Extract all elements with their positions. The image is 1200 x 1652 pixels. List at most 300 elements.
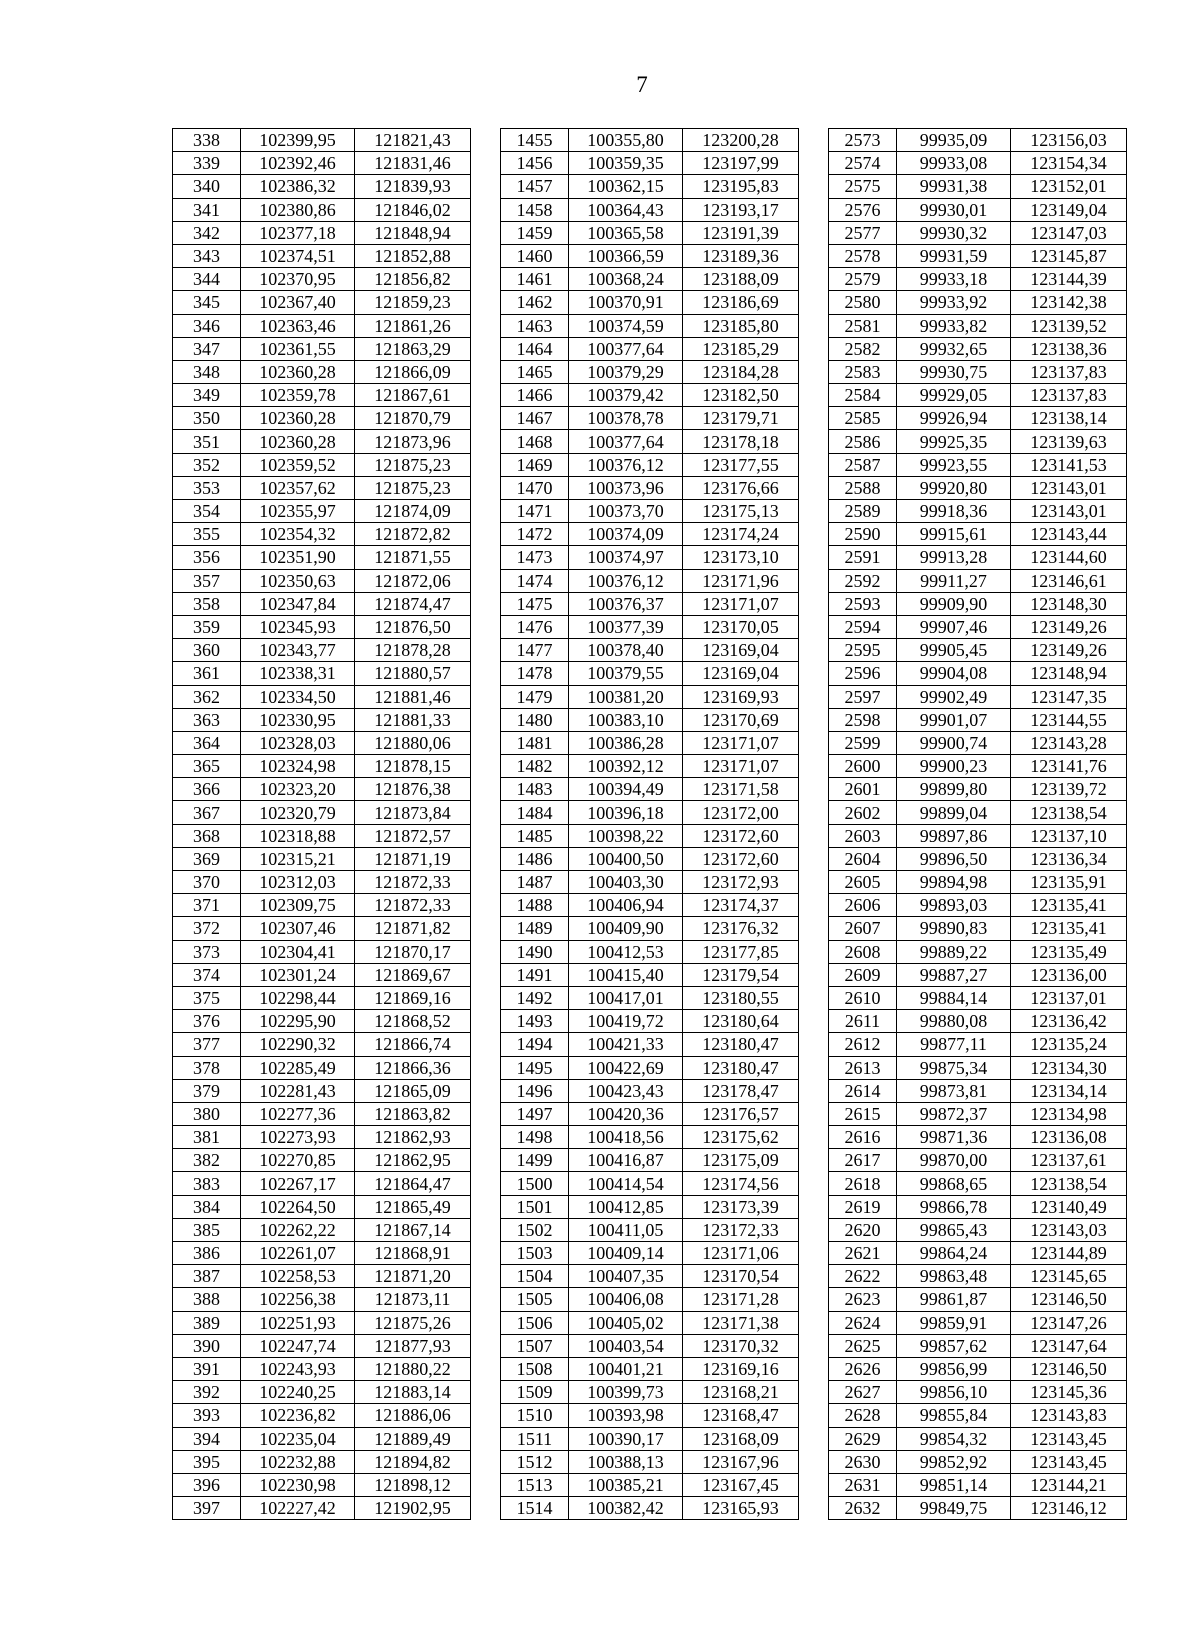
x-coordinate-cell: 99930,75 [897, 360, 1011, 383]
x-coordinate-cell: 102350,63 [241, 569, 355, 592]
gap-cell [471, 963, 501, 986]
point-number-cell: 2620 [829, 1218, 897, 1241]
point-number-cell: 2592 [829, 569, 897, 592]
gap-cell [799, 1056, 829, 1079]
y-coordinate-cell: 121863,82 [355, 1102, 471, 1125]
point-number-cell: 387 [173, 1265, 241, 1288]
table-row [173, 268, 1127, 291]
point-number-cell: 2575 [829, 175, 897, 198]
y-coordinate-cell: 123136,34 [1011, 847, 1127, 870]
y-coordinate-cell: 121875,26 [355, 1311, 471, 1334]
y-coordinate-cell: 123137,61 [1011, 1149, 1127, 1172]
x-coordinate-cell: 100377,39 [569, 615, 683, 638]
point-number-cell: 2595 [829, 639, 897, 662]
point-number-cell: 1466 [501, 384, 569, 407]
table-row [173, 1427, 1127, 1450]
table-row [173, 1172, 1127, 1195]
point-number-cell: 390 [173, 1334, 241, 1357]
point-number-cell: 2578 [829, 244, 897, 267]
y-coordinate-cell: 123144,55 [1011, 708, 1127, 731]
y-coordinate-cell: 123143,44 [1011, 523, 1127, 546]
gap-cell [799, 592, 829, 615]
x-coordinate-cell: 100368,24 [569, 268, 683, 291]
y-coordinate-cell: 123134,14 [1011, 1079, 1127, 1102]
y-coordinate-cell: 123137,83 [1011, 360, 1127, 383]
table-row [173, 755, 1127, 778]
x-coordinate-cell: 102240,25 [241, 1381, 355, 1404]
x-coordinate-cell: 102227,42 [241, 1497, 355, 1520]
x-coordinate-cell: 99893,03 [897, 894, 1011, 917]
y-coordinate-cell: 121862,95 [355, 1149, 471, 1172]
table-row [173, 430, 1127, 453]
gap-cell [799, 1288, 829, 1311]
x-coordinate-cell: 102334,50 [241, 685, 355, 708]
table-row [173, 1381, 1127, 1404]
table-row [173, 337, 1127, 360]
y-coordinate-cell: 123147,03 [1011, 221, 1127, 244]
y-coordinate-cell: 121864,47 [355, 1172, 471, 1195]
gap-cell [799, 221, 829, 244]
gap-cell [799, 569, 829, 592]
gap-cell [471, 384, 501, 407]
x-coordinate-cell: 100385,21 [569, 1473, 683, 1496]
table-row [173, 1242, 1127, 1265]
x-coordinate-cell: 100393,98 [569, 1404, 683, 1427]
point-number-cell: 366 [173, 778, 241, 801]
point-number-cell: 1508 [501, 1357, 569, 1380]
x-coordinate-cell: 102370,95 [241, 268, 355, 291]
x-coordinate-cell: 102345,93 [241, 615, 355, 638]
y-coordinate-cell: 123139,52 [1011, 314, 1127, 337]
gap-cell [799, 152, 829, 175]
point-number-cell: 1496 [501, 1079, 569, 1102]
x-coordinate-cell: 99849,75 [897, 1497, 1011, 1520]
gap-cell [799, 917, 829, 940]
gap-cell [799, 1126, 829, 1149]
x-coordinate-cell: 99865,43 [897, 1218, 1011, 1241]
y-coordinate-cell: 123169,93 [683, 685, 799, 708]
point-number-cell: 1514 [501, 1497, 569, 1520]
x-coordinate-cell: 99925,35 [897, 430, 1011, 453]
y-coordinate-cell: 123138,54 [1011, 801, 1127, 824]
y-coordinate-cell: 123174,56 [683, 1172, 799, 1195]
table-row [173, 1288, 1127, 1311]
x-coordinate-cell: 100377,64 [569, 337, 683, 360]
gap-cell [799, 1195, 829, 1218]
y-coordinate-cell: 123141,53 [1011, 453, 1127, 476]
gap-cell [471, 731, 501, 754]
table-row [173, 198, 1127, 221]
table-row [173, 523, 1127, 546]
y-coordinate-cell: 123145,87 [1011, 244, 1127, 267]
point-number-cell: 1495 [501, 1056, 569, 1079]
x-coordinate-cell: 102273,93 [241, 1126, 355, 1149]
point-number-cell: 359 [173, 615, 241, 638]
table-row [173, 1056, 1127, 1079]
y-coordinate-cell: 123173,39 [683, 1195, 799, 1218]
point-number-cell: 1470 [501, 476, 569, 499]
y-coordinate-cell: 121880,57 [355, 662, 471, 685]
gap-cell [799, 1427, 829, 1450]
y-coordinate-cell: 123180,47 [683, 1033, 799, 1056]
gap-cell [799, 801, 829, 824]
point-number-cell: 1478 [501, 662, 569, 685]
x-coordinate-cell: 99896,50 [897, 847, 1011, 870]
y-coordinate-cell: 123171,07 [683, 592, 799, 615]
x-coordinate-cell: 99901,07 [897, 708, 1011, 731]
x-coordinate-cell: 100407,35 [569, 1265, 683, 1288]
y-coordinate-cell: 123174,24 [683, 523, 799, 546]
x-coordinate-cell: 102247,74 [241, 1334, 355, 1357]
table-row [173, 407, 1127, 430]
x-coordinate-cell: 99887,27 [897, 963, 1011, 986]
x-coordinate-cell: 99933,92 [897, 291, 1011, 314]
gap-cell [799, 1033, 829, 1056]
y-coordinate-cell: 121872,33 [355, 894, 471, 917]
table-row [173, 291, 1127, 314]
point-number-cell: 1472 [501, 523, 569, 546]
x-coordinate-cell: 100383,10 [569, 708, 683, 731]
point-number-cell: 395 [173, 1450, 241, 1473]
point-number-cell: 360 [173, 639, 241, 662]
y-coordinate-cell: 123138,14 [1011, 407, 1127, 430]
table-row [173, 871, 1127, 894]
x-coordinate-cell: 100381,20 [569, 685, 683, 708]
y-coordinate-cell: 123171,58 [683, 778, 799, 801]
gap-cell [799, 129, 829, 152]
table-row [173, 1473, 1127, 1496]
x-coordinate-cell: 100398,22 [569, 824, 683, 847]
x-coordinate-cell: 99907,46 [897, 615, 1011, 638]
y-coordinate-cell: 121865,49 [355, 1195, 471, 1218]
x-coordinate-cell: 99856,10 [897, 1381, 1011, 1404]
y-coordinate-cell: 123165,93 [683, 1497, 799, 1520]
gap-cell [471, 244, 501, 267]
y-coordinate-cell: 123169,04 [683, 639, 799, 662]
gap-cell [799, 175, 829, 198]
gap-cell [471, 639, 501, 662]
point-number-cell: 362 [173, 685, 241, 708]
x-coordinate-cell: 102281,43 [241, 1079, 355, 1102]
y-coordinate-cell: 123171,06 [683, 1242, 799, 1265]
y-coordinate-cell: 121871,20 [355, 1265, 471, 1288]
y-coordinate-cell: 121872,06 [355, 569, 471, 592]
point-number-cell: 1506 [501, 1311, 569, 1334]
y-coordinate-cell: 123147,35 [1011, 685, 1127, 708]
y-coordinate-cell: 121871,55 [355, 546, 471, 569]
point-number-cell: 1467 [501, 407, 569, 430]
gap-cell [799, 1172, 829, 1195]
point-number-cell: 1487 [501, 871, 569, 894]
x-coordinate-cell: 102230,98 [241, 1473, 355, 1496]
y-coordinate-cell: 121862,93 [355, 1126, 471, 1149]
y-coordinate-cell: 123180,47 [683, 1056, 799, 1079]
point-number-cell: 2600 [829, 755, 897, 778]
point-number-cell: 2610 [829, 986, 897, 1009]
x-coordinate-cell: 100386,28 [569, 731, 683, 754]
point-number-cell: 1490 [501, 940, 569, 963]
table-row [173, 1450, 1127, 1473]
y-coordinate-cell: 123177,85 [683, 940, 799, 963]
point-number-cell: 2626 [829, 1357, 897, 1380]
point-number-cell: 346 [173, 314, 241, 337]
table-row [173, 1033, 1127, 1056]
point-number-cell: 397 [173, 1497, 241, 1520]
y-coordinate-cell: 121869,67 [355, 963, 471, 986]
x-coordinate-cell: 99915,61 [897, 523, 1011, 546]
y-coordinate-cell: 123185,80 [683, 314, 799, 337]
point-number-cell: 2584 [829, 384, 897, 407]
gap-cell [799, 1010, 829, 1033]
y-coordinate-cell: 121878,28 [355, 639, 471, 662]
gap-cell [799, 1450, 829, 1473]
point-number-cell: 2631 [829, 1473, 897, 1496]
y-coordinate-cell: 123180,64 [683, 1010, 799, 1033]
point-number-cell: 2574 [829, 152, 897, 175]
gap-cell [799, 755, 829, 778]
x-coordinate-cell: 102285,49 [241, 1056, 355, 1079]
point-number-cell: 352 [173, 453, 241, 476]
y-coordinate-cell: 123143,83 [1011, 1404, 1127, 1427]
x-coordinate-cell: 102357,62 [241, 476, 355, 499]
x-coordinate-cell: 99933,82 [897, 314, 1011, 337]
x-coordinate-cell: 100409,14 [569, 1242, 683, 1265]
y-coordinate-cell: 121846,02 [355, 198, 471, 221]
point-number-cell: 370 [173, 871, 241, 894]
x-coordinate-cell: 99889,22 [897, 940, 1011, 963]
point-number-cell: 1497 [501, 1102, 569, 1125]
point-number-cell: 2594 [829, 615, 897, 638]
x-coordinate-cell: 102328,03 [241, 731, 355, 754]
table-row [173, 1334, 1127, 1357]
y-coordinate-cell: 123148,30 [1011, 592, 1127, 615]
gap-cell [799, 523, 829, 546]
gap-cell [799, 291, 829, 314]
x-coordinate-cell: 99918,36 [897, 500, 1011, 523]
x-coordinate-cell: 100416,87 [569, 1149, 683, 1172]
point-number-cell: 1510 [501, 1404, 569, 1427]
y-coordinate-cell: 123147,26 [1011, 1311, 1127, 1334]
x-coordinate-cell: 102347,84 [241, 592, 355, 615]
point-number-cell: 2582 [829, 337, 897, 360]
y-coordinate-cell: 121868,52 [355, 1010, 471, 1033]
y-coordinate-cell: 121867,14 [355, 1218, 471, 1241]
gap-cell [471, 1126, 501, 1149]
table-row [173, 917, 1127, 940]
point-number-cell: 381 [173, 1126, 241, 1149]
x-coordinate-cell: 100423,43 [569, 1079, 683, 1102]
y-coordinate-cell: 121866,36 [355, 1056, 471, 1079]
x-coordinate-cell: 102301,24 [241, 963, 355, 986]
table-row [173, 384, 1127, 407]
y-coordinate-cell: 123185,29 [683, 337, 799, 360]
y-coordinate-cell: 123179,71 [683, 407, 799, 430]
x-coordinate-cell: 99935,09 [897, 129, 1011, 152]
y-coordinate-cell: 123152,01 [1011, 175, 1127, 198]
y-coordinate-cell: 123139,63 [1011, 430, 1127, 453]
y-coordinate-cell: 123191,39 [683, 221, 799, 244]
x-coordinate-cell: 99884,14 [897, 986, 1011, 1009]
x-coordinate-cell: 100394,49 [569, 778, 683, 801]
point-number-cell: 2615 [829, 1102, 897, 1125]
gap-cell [471, 476, 501, 499]
table-row [173, 1218, 1127, 1241]
y-coordinate-cell: 123176,32 [683, 917, 799, 940]
gap-cell [799, 615, 829, 638]
table-row [173, 592, 1127, 615]
table-row [173, 662, 1127, 685]
point-number-cell: 2628 [829, 1404, 897, 1427]
y-coordinate-cell: 123135,91 [1011, 871, 1127, 894]
table-row [173, 639, 1127, 662]
y-coordinate-cell: 123149,26 [1011, 615, 1127, 638]
gap-cell [799, 1102, 829, 1125]
y-coordinate-cell: 121859,23 [355, 291, 471, 314]
table-row [173, 1311, 1127, 1334]
x-coordinate-cell: 102243,93 [241, 1357, 355, 1380]
gap-cell [471, 1242, 501, 1265]
y-coordinate-cell: 123173,10 [683, 546, 799, 569]
y-coordinate-cell: 121873,11 [355, 1288, 471, 1311]
gap-cell [799, 731, 829, 754]
point-number-cell: 2608 [829, 940, 897, 963]
table-row [173, 986, 1127, 1009]
x-coordinate-cell: 100362,15 [569, 175, 683, 198]
point-number-cell: 1501 [501, 1195, 569, 1218]
x-coordinate-cell: 100418,56 [569, 1126, 683, 1149]
x-coordinate-cell: 102367,40 [241, 291, 355, 314]
y-coordinate-cell: 121871,19 [355, 847, 471, 870]
point-number-cell: 375 [173, 986, 241, 1009]
point-number-cell: 2579 [829, 268, 897, 291]
point-number-cell: 2614 [829, 1079, 897, 1102]
x-coordinate-cell: 100379,29 [569, 360, 683, 383]
x-coordinate-cell: 100378,40 [569, 639, 683, 662]
gap-cell [471, 1334, 501, 1357]
gap-cell [471, 917, 501, 940]
gap-cell [799, 894, 829, 917]
x-coordinate-cell: 100366,59 [569, 244, 683, 267]
point-number-cell: 2601 [829, 778, 897, 801]
point-number-cell: 2573 [829, 129, 897, 152]
table-row [173, 500, 1127, 523]
table-row [173, 1126, 1127, 1149]
y-coordinate-cell: 123188,09 [683, 268, 799, 291]
table-row [173, 1357, 1127, 1380]
x-coordinate-cell: 102270,85 [241, 1149, 355, 1172]
point-number-cell: 2598 [829, 708, 897, 731]
table-row [173, 824, 1127, 847]
point-number-cell: 2586 [829, 430, 897, 453]
gap-cell [799, 337, 829, 360]
gap-cell [471, 685, 501, 708]
y-coordinate-cell: 123142,38 [1011, 291, 1127, 314]
point-number-cell: 1471 [501, 500, 569, 523]
point-number-cell: 1458 [501, 198, 569, 221]
x-coordinate-cell: 99931,59 [897, 244, 1011, 267]
point-number-cell: 1511 [501, 1427, 569, 1450]
gap-cell [799, 1218, 829, 1241]
x-coordinate-cell: 100401,21 [569, 1357, 683, 1380]
x-coordinate-cell: 100411,05 [569, 1218, 683, 1241]
y-coordinate-cell: 123171,38 [683, 1311, 799, 1334]
y-coordinate-cell: 121881,33 [355, 708, 471, 731]
x-coordinate-cell: 102323,20 [241, 778, 355, 801]
x-coordinate-cell: 100414,54 [569, 1172, 683, 1195]
coordinates-table [172, 128, 1127, 1520]
table-row [173, 1149, 1127, 1172]
point-number-cell: 355 [173, 523, 241, 546]
point-number-cell: 2593 [829, 592, 897, 615]
y-coordinate-cell: 123200,28 [683, 129, 799, 152]
table-row [173, 708, 1127, 731]
x-coordinate-cell: 99877,11 [897, 1033, 1011, 1056]
gap-cell [471, 940, 501, 963]
gap-cell [471, 337, 501, 360]
x-coordinate-cell: 102351,90 [241, 546, 355, 569]
y-coordinate-cell: 123140,49 [1011, 1195, 1127, 1218]
x-coordinate-cell: 99933,08 [897, 152, 1011, 175]
table-row [173, 778, 1127, 801]
gap-cell [471, 708, 501, 731]
x-coordinate-cell: 100406,08 [569, 1288, 683, 1311]
point-number-cell: 2613 [829, 1056, 897, 1079]
point-number-cell: 392 [173, 1381, 241, 1404]
x-coordinate-cell: 100374,59 [569, 314, 683, 337]
point-number-cell: 2611 [829, 1010, 897, 1033]
y-coordinate-cell: 121856,82 [355, 268, 471, 291]
point-number-cell: 353 [173, 476, 241, 499]
x-coordinate-cell: 102304,41 [241, 940, 355, 963]
y-coordinate-cell: 123167,45 [683, 1473, 799, 1496]
x-coordinate-cell: 102324,98 [241, 755, 355, 778]
x-coordinate-cell: 100359,35 [569, 152, 683, 175]
x-coordinate-cell: 99923,55 [897, 453, 1011, 476]
x-coordinate-cell: 99855,84 [897, 1404, 1011, 1427]
x-coordinate-cell: 102264,50 [241, 1195, 355, 1218]
point-number-cell: 2604 [829, 847, 897, 870]
y-coordinate-cell: 121872,33 [355, 871, 471, 894]
y-coordinate-cell: 123143,45 [1011, 1450, 1127, 1473]
point-number-cell: 1493 [501, 1010, 569, 1033]
y-coordinate-cell: 123144,39 [1011, 268, 1127, 291]
y-coordinate-cell: 121883,14 [355, 1381, 471, 1404]
point-number-cell: 348 [173, 360, 241, 383]
point-number-cell: 380 [173, 1102, 241, 1125]
point-number-cell: 364 [173, 731, 241, 754]
y-coordinate-cell: 123175,62 [683, 1126, 799, 1149]
gap-cell [471, 801, 501, 824]
y-coordinate-cell: 123149,04 [1011, 198, 1127, 221]
point-number-cell: 377 [173, 1033, 241, 1056]
y-coordinate-cell: 123176,57 [683, 1102, 799, 1125]
gap-cell [471, 1149, 501, 1172]
x-coordinate-cell: 100382,42 [569, 1497, 683, 1520]
point-number-cell: 349 [173, 384, 241, 407]
point-number-cell: 1492 [501, 986, 569, 1009]
gap-cell [799, 1079, 829, 1102]
y-coordinate-cell: 123135,49 [1011, 940, 1127, 963]
gap-cell [799, 1357, 829, 1380]
y-coordinate-cell: 123137,01 [1011, 986, 1127, 1009]
gap-cell [799, 871, 829, 894]
y-coordinate-cell: 123172,33 [683, 1218, 799, 1241]
y-coordinate-cell: 123143,03 [1011, 1218, 1127, 1241]
gap-cell [799, 940, 829, 963]
x-coordinate-cell: 102361,55 [241, 337, 355, 360]
y-coordinate-cell: 121877,93 [355, 1334, 471, 1357]
y-coordinate-cell: 123197,99 [683, 152, 799, 175]
